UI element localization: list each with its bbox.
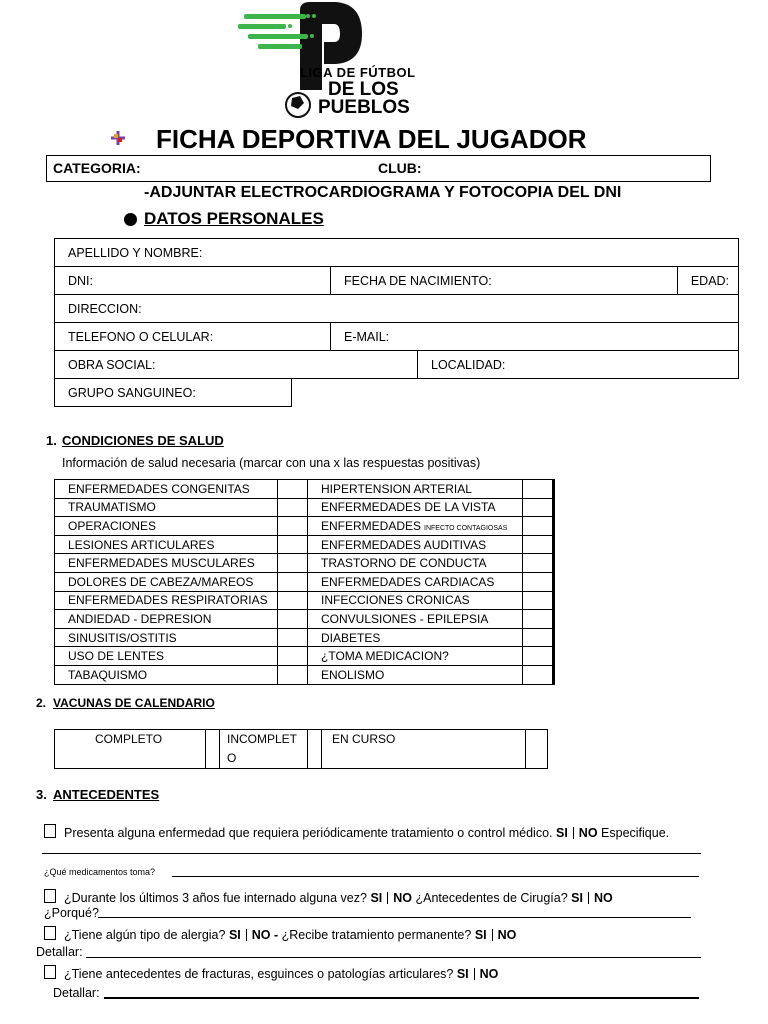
- condition-right-checkbox[interactable]: [523, 647, 554, 666]
- q1-especifique: Especifique.: [601, 826, 670, 840]
- condition-right-label: ENFERMEDADES DE LA VISTA: [308, 498, 523, 517]
- edad-field[interactable]: EDAD:: [677, 267, 738, 295]
- condition-left-label: ANDIEDAD - DEPRESION: [55, 610, 278, 629]
- condition-left-checkbox[interactable]: [278, 498, 308, 517]
- q4-no[interactable]: NO: [479, 967, 499, 981]
- question-tratamiento: [44, 824, 669, 840]
- grupo-sanguineo-field[interactable]: GRUPO SANGUINEO:: [55, 379, 292, 407]
- condition-right-label: HIPERTENSION ARTERIAL: [308, 480, 523, 499]
- condition-left-checkbox[interactable]: [278, 480, 308, 499]
- q4-si[interactable]: SI: [456, 967, 469, 981]
- condition-left-checkbox[interactable]: [278, 610, 308, 629]
- condition-right-label: TRASTORNO DE CONDUCTA: [308, 554, 523, 573]
- personal-data-form: [54, 238, 739, 407]
- q3-dash: -: [273, 928, 279, 942]
- vaccine-incompleto-label-1: INCOMPLET: [227, 732, 298, 746]
- condition-right-label: ENOLISMO: [308, 665, 523, 684]
- checkbox-icon[interactable]: [44, 965, 56, 979]
- especifique-answer-line[interactable]: [42, 853, 701, 854]
- club-label: CLUB:: [378, 160, 422, 176]
- title-bullet-icon: [111, 131, 125, 145]
- localidad-field[interactable]: LOCALIDAD:: [418, 351, 739, 379]
- question-fracturas: [44, 965, 498, 981]
- q3-text: ¿Tiene algún tipo de alergia?: [64, 928, 226, 942]
- condition-left-checkbox[interactable]: [278, 535, 308, 554]
- condition-left-label: TRAUMATISMO: [55, 498, 278, 517]
- dni-field[interactable]: DNI:: [55, 267, 331, 295]
- q3-si[interactable]: SI: [228, 928, 241, 942]
- condition-right-checkbox[interactable]: [523, 554, 554, 573]
- telefono-field[interactable]: TELEFONO O CELULAR:: [55, 323, 331, 351]
- condition-left-label: DOLORES DE CABEZA/MAREOS: [55, 572, 278, 591]
- personal-heading-bullet: [124, 213, 137, 226]
- checkbox-icon[interactable]: [44, 824, 56, 838]
- vaccine-incompleto-label-2: O: [227, 751, 237, 765]
- tratamiento-no[interactable]: NO: [497, 928, 517, 942]
- instruction-text: -ADJUNTAR ELECTROCARDIOGRAMA Y FOTOCOPIA DEL DNI: [144, 184, 622, 201]
- condition-left-checkbox[interactable]: [278, 554, 308, 573]
- health-table-row: [55, 628, 554, 647]
- condition-left-checkbox[interactable]: [278, 628, 308, 647]
- vaccine-en-curso-label: EN CURSO: [332, 732, 396, 746]
- health-table-row: [55, 517, 554, 536]
- tratamiento-text: ¿Recibe tratamiento permanente?: [281, 928, 472, 942]
- health-subtitle: Información de salud necesaria (marcar con una x las respuestas positivas): [62, 456, 481, 470]
- q3-no[interactable]: NO: [251, 928, 271, 942]
- detallar-label-2: Detallar:: [53, 986, 100, 1000]
- detallar-answer-line-2[interactable]: [104, 997, 699, 999]
- health-heading: CONDICIONES DE SALUD: [62, 433, 224, 448]
- vaccine-completo-check[interactable]: [206, 730, 220, 769]
- vaccines-heading: VACUNAS DE CALENDARIO: [53, 696, 215, 710]
- condition-left-label: SINUSITIS/OSTITIS: [55, 628, 278, 647]
- health-table-row: [55, 535, 554, 554]
- health-table-row: [55, 647, 554, 666]
- medicamentos-answer-line[interactable]: [172, 876, 699, 877]
- condition-right-label: [308, 517, 523, 536]
- vaccine-completo-label: COMPLETO: [95, 732, 163, 746]
- condition-right-label: ¿TOMA MEDICACION?: [308, 647, 523, 666]
- condition-left-label: TABAQUISMO: [55, 665, 278, 684]
- health-table-row: [55, 665, 554, 684]
- checkbox-icon[interactable]: [44, 926, 56, 940]
- detallar-answer-line-1[interactable]: [86, 957, 701, 958]
- health-table-row: [55, 480, 554, 499]
- q2-text: ¿Durante los últimos 3 años fue internado alguna vez?: [64, 891, 367, 905]
- condition-left-label: ENFERMEDADES RESPIRATORIAS: [55, 591, 278, 610]
- condition-right-label: INFECCIONES CRONICAS: [308, 591, 523, 610]
- q1-si[interactable]: SI: [555, 826, 568, 840]
- health-table-row: [55, 572, 554, 591]
- condition-left-checkbox[interactable]: [278, 572, 308, 591]
- condition-right-checkbox[interactable]: [523, 480, 554, 499]
- antecedentes-section-number: 3.: [36, 787, 47, 802]
- health-table-row: [55, 554, 554, 573]
- condition-left-checkbox[interactable]: [278, 647, 308, 666]
- question-alergia: [44, 926, 516, 942]
- email-field[interactable]: E-MAIL:: [331, 323, 739, 351]
- condition-right-checkbox[interactable]: [523, 665, 554, 684]
- condition-left-checkbox[interactable]: [278, 517, 308, 536]
- porque-answer-line[interactable]: [98, 917, 691, 918]
- health-table-row: [55, 498, 554, 517]
- condition-left-label: OPERACIONES: [55, 517, 278, 536]
- condition-right-checkbox[interactable]: [523, 628, 554, 647]
- separator: [474, 968, 475, 980]
- condition-right-label: CONVULSIONES - EPILEPSIA: [308, 610, 523, 629]
- q4-text: ¿Tiene antecedentes de fracturas, esguinces o patologías articulares?: [64, 967, 454, 981]
- cirugia-no[interactable]: NO: [593, 891, 613, 905]
- health-table-row: [55, 610, 554, 629]
- cirugia-text: ¿Antecedentes de Cirugía?: [415, 891, 568, 905]
- health-table-row: [55, 591, 554, 610]
- condition-right-checkbox[interactable]: [523, 591, 554, 610]
- detallar-label-1: Detallar:: [36, 945, 83, 959]
- apellido-field[interactable]: APELLIDO Y NOMBRE:: [55, 239, 739, 267]
- health-table: [54, 479, 555, 685]
- cirugia-si[interactable]: SI: [571, 891, 583, 905]
- condition-left-label: ENFERMEDADES MUSCULARES: [55, 554, 278, 573]
- league-logo: [238, 2, 438, 120]
- logo-text-line2: DE LOS: [328, 79, 399, 100]
- separator: [246, 929, 247, 941]
- condition-left-checkbox[interactable]: [278, 665, 308, 684]
- page-title: FICHA DEPORTIVA DEL JUGADOR: [156, 124, 587, 154]
- condition-right-label: ENFERMEDADES CARDIACAS: [308, 572, 523, 591]
- separator: [387, 892, 388, 904]
- q2-no[interactable]: NO: [393, 891, 413, 905]
- health-section-number: 1.: [46, 433, 57, 448]
- condition-left-label: LESIONES ARTICULARES: [55, 535, 278, 554]
- personal-heading: DATOS PERSONALES: [144, 209, 324, 228]
- vaccines-section-number: 2.: [36, 696, 47, 710]
- condition-left-label: USO DE LENTES: [55, 647, 278, 666]
- fecha-nacimiento-field[interactable]: FECHA DE NACIMIENTO:: [331, 267, 678, 295]
- categoria-label: CATEGORIA:: [53, 160, 141, 176]
- condition-right-subtext: INFECTO CONTAGIOSAS: [424, 524, 508, 532]
- logo-text-line1: LIGA DE FÚTBOL: [300, 65, 416, 80]
- q2-si[interactable]: SI: [370, 891, 383, 905]
- tratamiento-si[interactable]: SI: [474, 928, 487, 942]
- vaccine-en-curso-check[interactable]: [526, 730, 548, 769]
- medicamentos-label: ¿Qué medicamentos toma?: [44, 867, 156, 877]
- condition-right-checkbox[interactable]: [523, 535, 554, 554]
- condition-right-checkbox[interactable]: [523, 572, 554, 591]
- condition-right-label: ENFERMEDADES AUDITIVAS: [308, 535, 523, 554]
- condition-right-checkbox[interactable]: [523, 498, 554, 517]
- condition-left-checkbox[interactable]: [278, 591, 308, 610]
- porque-label: ¿Porqué?: [44, 906, 99, 920]
- condition-left-label: ENFERMEDADES CONGENITAS: [55, 480, 278, 499]
- direccion-field[interactable]: DIRECCION:: [55, 295, 739, 323]
- question-internado: [44, 889, 613, 905]
- q1-no[interactable]: NO: [578, 826, 598, 840]
- q1-text: Presenta alguna enfermedad que requiera periódicamente tratamiento o control médico.: [64, 826, 553, 840]
- logo-text-line3: PUEBLOS: [318, 97, 410, 118]
- condition-right-label: DIABETES: [308, 628, 523, 647]
- condition-right-checkbox[interactable]: [523, 517, 554, 536]
- vaccines-table: [54, 729, 548, 769]
- obra-social-field[interactable]: OBRA SOCIAL:: [55, 351, 418, 379]
- separator: [492, 929, 493, 941]
- separator: [573, 827, 574, 839]
- vaccine-incompleto-check[interactable]: [308, 730, 322, 769]
- categoria-club-box: [46, 155, 711, 182]
- condition-right-text: ENFERMEDADES: [321, 518, 422, 533]
- antecedentes-heading: ANTECEDENTES: [53, 787, 160, 802]
- condition-right-checkbox[interactable]: [523, 610, 554, 629]
- checkbox-icon[interactable]: [44, 889, 56, 903]
- separator: [588, 892, 589, 904]
